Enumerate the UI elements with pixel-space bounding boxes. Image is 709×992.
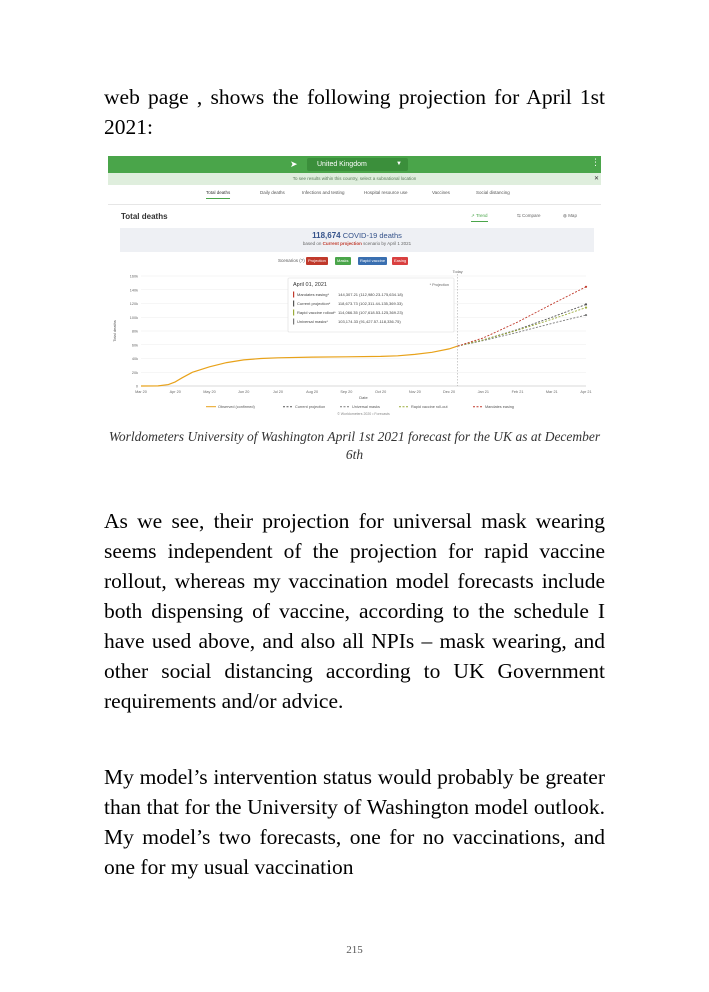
series-line-4: [458, 287, 586, 346]
series-line-0: [141, 346, 458, 386]
scenario-masks-button[interactable]: Masks: [337, 258, 349, 263]
tooltip-projection-note: * Projection: [429, 283, 449, 287]
close-icon[interactable]: ✕: [593, 176, 599, 182]
series-end-point-1: [585, 303, 587, 305]
tooltip-row-label: Rapid vaccine rollout*: [297, 310, 336, 315]
subnational-notice: [108, 173, 601, 185]
y-tick-label: 60k: [131, 343, 138, 348]
x-tick-label: Jun 20: [237, 390, 250, 394]
y-tick-label: 100k: [129, 315, 138, 320]
tooltip-row-swatch: [293, 301, 294, 307]
tab-vaccines[interactable]: Vaccines: [432, 190, 450, 195]
country-label: United Kingdom: [317, 161, 367, 168]
x-tick-label: May 20: [203, 390, 216, 394]
tab-daily-deaths[interactable]: Daily deaths: [260, 190, 285, 195]
total-deaths-chart: [108, 268, 601, 421]
tab-total-deaths[interactable]: Total deaths: [206, 188, 230, 199]
notice-text: To see results within this country, select a subnational location: [292, 176, 417, 181]
divider: [108, 204, 601, 205]
y-tick-label: 140k: [129, 288, 138, 293]
page-number: 215: [346, 944, 363, 956]
legend-label: Mandates easing: [485, 405, 514, 409]
scenario-easing-button[interactable]: Easing: [394, 258, 407, 263]
y-tick-label: 120k: [129, 302, 138, 306]
tooltip-row-value: 144,307.21 (112,980.23-175,634.18): [338, 292, 403, 297]
x-tick-label: Oct 20: [375, 390, 387, 394]
x-tick-label: Nov 20: [408, 390, 421, 394]
tooltip-row-label: Current projection*: [297, 301, 331, 306]
tooltip-row-swatch: [293, 310, 294, 316]
x-tick-label: Jul 20: [272, 390, 283, 394]
tab-infections-testing[interactable]: Infections and testing: [302, 190, 345, 195]
paragraph-intro: web page , shows the following projection for April 1st 2021:: [104, 85, 605, 139]
legend-label: Observed (confirmed): [218, 405, 255, 409]
y-axis-title: Total deaths: [112, 320, 117, 342]
y-tick-label: 160k: [129, 274, 138, 279]
tooltip-row-label: Universal masks*: [297, 319, 328, 324]
series-line-3: [458, 308, 586, 347]
x-tick-label: Jan 21: [477, 390, 490, 394]
tab-trend[interactable]: ↗ Trend: [471, 211, 488, 222]
tab-social-distancing[interactable]: Social distancing: [476, 190, 510, 195]
legend-label: Universal masks: [352, 405, 380, 409]
summary-count: 118,674 COVID-19 deaths: [312, 231, 402, 240]
y-tick-label: 40k: [131, 357, 138, 361]
x-tick-label: Dec 20: [443, 390, 456, 394]
more-options-icon[interactable]: ⋮: [591, 157, 600, 167]
tab-map[interactable]: ◍ Map: [563, 213, 577, 218]
scenarios-label: Scenarios (?): [278, 258, 305, 263]
tooltip-date: April 01, 2021: [293, 282, 327, 288]
series-end-point-4: [585, 286, 587, 288]
x-tick-label: Sep 20: [340, 390, 353, 394]
country-header-bar: [108, 156, 601, 173]
x-axis-title: Date: [359, 395, 368, 400]
tooltip-row-value: 118,673.73 (102,311.44-135,369.33): [338, 301, 403, 306]
x-tick-label: Feb 21: [511, 390, 524, 394]
scenario-projection-button[interactable]: Projection: [308, 258, 326, 263]
series-line-2: [458, 315, 586, 346]
tab-compare[interactable]: ⇆ Compare: [517, 213, 541, 218]
tooltip-row-swatch: [293, 319, 294, 325]
location-arrow-icon: ➤: [290, 159, 298, 169]
paragraph-comparison: As we see, their projection for universal mask wearing seems independent of the projection for rapid vaccine rollout, whereas my vaccination model forecasts include both dispensing of vaccine, according to the schedule I have used above, and also all NPIs – mask wearing, and other social distancing according to UK Government requirements and/or advice.: [104, 509, 605, 713]
tooltip-row-value: 114,066.35 (107,618.53-125,369.23): [338, 310, 403, 315]
panel-title: Total deaths: [121, 212, 168, 221]
scenario-rapid-vaccine-button[interactable]: Rapid vaccine: [360, 258, 386, 263]
tooltip-row-swatch: [293, 292, 294, 298]
today-label: Today: [452, 270, 463, 274]
scenario-selector: [278, 257, 438, 267]
y-tick-label: 80k: [131, 329, 138, 334]
chevron-down-icon: ▼: [396, 161, 402, 167]
x-tick-label: Mar 20: [135, 390, 147, 394]
legend-label: Rapid vaccine roll-out: [411, 405, 448, 409]
tab-hospital-resource[interactable]: Hospital resource use: [364, 190, 408, 195]
figure-caption: Worldometers University of Washington April 1st 2021 forecast for the UK as at December 6th: [108, 429, 601, 462]
tooltip-row-value: 103,174.33 (91,427.57-118,336.75): [338, 319, 401, 324]
x-tick-label: Apr 21: [580, 390, 592, 394]
tooltip-row-label: Mandates easing*: [297, 292, 330, 297]
summary-subtitle: based on Current projection scenario by April 1 2021: [302, 241, 412, 246]
view-tabs: [471, 211, 601, 223]
chart-source: © Worldometers 2020 • Forecasts: [337, 412, 390, 416]
summary-box: [120, 228, 594, 252]
y-tick-label: 0: [135, 384, 138, 389]
series-end-point-3: [585, 306, 587, 308]
series-end-point-2: [585, 314, 587, 316]
nav-tabs: [198, 188, 518, 202]
legend-label: Current projection: [295, 405, 326, 409]
series-line-1: [458, 304, 586, 346]
x-tick-label: Aug 20: [306, 390, 319, 394]
forecast-figure: [108, 156, 601, 421]
paragraph-model-status: My model’s intervention status would probably be greater than that for the University of Washington model outlook. My model’s two forecasts, one for no vaccinations, and one for my usual vaccination: [104, 765, 605, 879]
country-select[interactable]: [307, 158, 408, 171]
x-tick-label: Mar 21: [545, 390, 558, 394]
y-tick-label: 20k: [131, 370, 138, 375]
x-tick-label: Apr 20: [169, 390, 181, 394]
